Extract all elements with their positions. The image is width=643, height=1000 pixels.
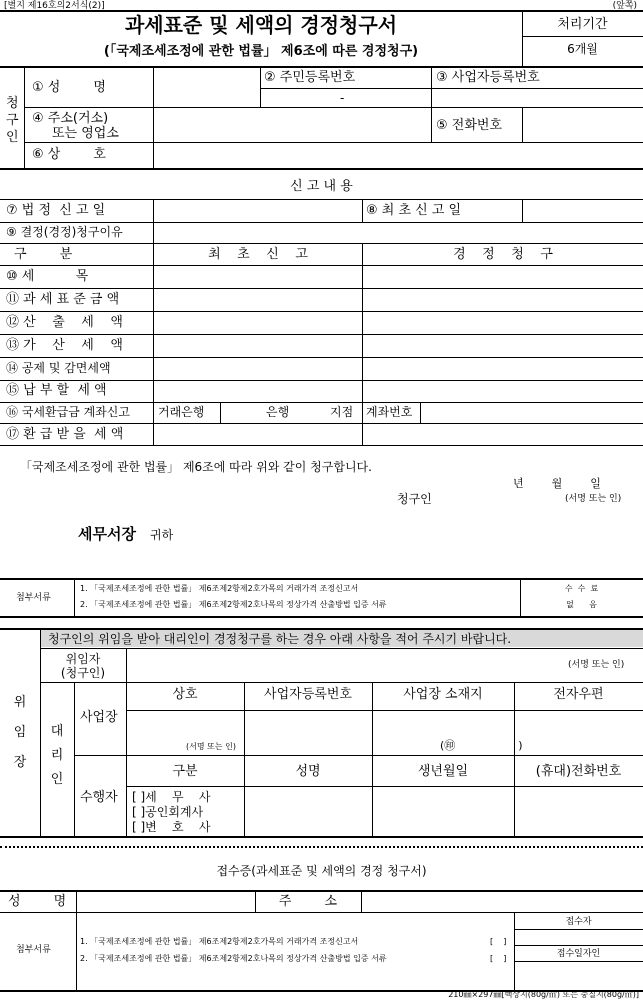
- receipt-item-1: 1. 「국제조세조정에 관한 법률」 제6조제2항제2호가목의 거래가격 조정신고서: [80, 937, 359, 946]
- biz-col-trade-name: 상호: [172, 687, 198, 702]
- ssn-label: ② 주민등록번호: [264, 70, 356, 85]
- account-number-field[interactable]: [421, 403, 642, 422]
- agent-label: 대리인: [50, 724, 64, 787]
- receipt-stamp-field[interactable]: [515, 962, 642, 989]
- payable-tax-initial-field[interactable]: [154, 381, 361, 401]
- biz-col-bizno: 사업자등록번호: [264, 687, 352, 702]
- proxy-notice: 청구인의 위임을 받아 대리인이 경정청구를 하는 경우 아래 사항을 적어 주시기 바랍니다.: [48, 632, 512, 646]
- claimant-sign-label: 청구인: [397, 492, 432, 506]
- reason-field[interactable]: [154, 223, 642, 242]
- row-payable-tax: ⑮ 납 부 할 세 액: [6, 383, 107, 398]
- performer-name-field[interactable]: [245, 787, 371, 835]
- delegator-sign-hint: (서명 또는 인): [568, 660, 625, 670]
- form-number: [별지 제16호의2서식(2)]: [4, 1, 105, 11]
- report-section-title: 신 고 내 용: [290, 179, 353, 194]
- row-additional-tax: ⑬ 가 산 세 액: [6, 338, 123, 353]
- col-initial: 최 초 신 고: [208, 247, 308, 262]
- receipt-item-2: 2. 「국제조세조정에 관한 법률」 제6조제2항제2호나목의 정상가격 산출방법 입증 서류: [80, 954, 387, 963]
- declaration-date: 년 월 일: [513, 477, 601, 490]
- page-side: (앞쪽): [612, 1, 637, 11]
- address-label-2: 또는 영업소: [52, 126, 119, 141]
- tax-item-initial-field[interactable]: [154, 266, 361, 287]
- perf-col-type: 구분: [172, 764, 198, 779]
- receipt-checkbox-1[interactable]: [ ]: [490, 937, 507, 946]
- agent-bizno-field[interactable]: [245, 711, 371, 754]
- option-tax-accountant[interactable]: [ ]세 무 사: [132, 790, 211, 804]
- address-label: ④ 주소(거소): [32, 111, 109, 126]
- attachment-item-1: 1. 「국제조세조정에 관한 법률」 제6조제2항제2호가목의 거래가격 조정신고서: [80, 584, 359, 593]
- perf-col-birth: 생년월일: [417, 764, 469, 779]
- address-field[interactable]: [154, 108, 430, 141]
- receiver-label: 접수자: [565, 917, 592, 927]
- receipt-checkbox-2[interactable]: [ ]: [490, 954, 507, 963]
- row-calculated-tax: ⑫ 산 출 세 액: [6, 315, 123, 330]
- attachments-label: 첨부서류: [16, 593, 51, 603]
- tax-base-initial-field[interactable]: [154, 289, 361, 310]
- agent-sign-hint: (서명 또는 인): [186, 742, 236, 751]
- trade-name-label: ⑥ 상 호: [32, 147, 106, 162]
- performer-birth-field[interactable]: [373, 787, 513, 835]
- receipt-address-label: 주 소: [278, 894, 338, 909]
- name-label: ① 성 명: [32, 80, 106, 95]
- refund-correction-field[interactable]: [363, 424, 642, 444]
- paper-spec: 210㎜×297㎜[백상지(80g/㎡) 또는 중질지(80g/㎡)]: [448, 990, 639, 999]
- fee-label: 수 수 료: [564, 584, 599, 593]
- initial-date-field[interactable]: [523, 200, 642, 221]
- calculated-tax-correction-field[interactable]: [363, 312, 642, 333]
- bank-label: 거래은행: [158, 405, 205, 419]
- refund-amount-label: ⑰ 환 급 받 을 세 액: [6, 427, 124, 442]
- attachment-item-2: 2. 「국제조세조정에 관한 법률」 제6조제2항제2호나목의 정상가격 산출방법 입증 서류: [80, 600, 387, 609]
- performer-phone-field[interactable]: [515, 787, 642, 835]
- account-label: 계좌번호: [366, 405, 413, 419]
- tax-base-correction-field[interactable]: [363, 289, 642, 310]
- claimant-section-label: 청구인: [6, 96, 19, 145]
- refund-initial-field[interactable]: [154, 424, 361, 444]
- receipt-name-field[interactable]: [77, 891, 254, 911]
- tax-item-correction-field[interactable]: [363, 266, 642, 287]
- processing-label: 처리기간: [557, 17, 608, 32]
- performer-label: 수행자: [80, 790, 118, 805]
- receipt-address-field[interactable]: [362, 891, 642, 911]
- form-subtitle: (「국제조세조정에 관한 법률」 제6조에 따른 경정청구): [103, 44, 419, 59]
- delegator-label-2: (청구인): [60, 666, 106, 680]
- bank-name-field[interactable]: [221, 403, 261, 422]
- phone-field[interactable]: [523, 108, 642, 141]
- legal-date-label: ⑦ 법 정 신 고 일: [6, 203, 106, 218]
- declaration-text: 「국제조세조정에 관한 법률」 제6조에 따라 위와 같이 청구합니다.: [20, 460, 372, 474]
- branch-field[interactable]: [292, 403, 328, 422]
- receipt-name-label: 성 명: [8, 894, 67, 909]
- trade-name-field[interactable]: [154, 143, 642, 167]
- cut-line: [0, 846, 643, 848]
- option-cpa[interactable]: [ ]공인회계사: [132, 805, 204, 819]
- perf-col-name: 성명: [295, 764, 321, 779]
- biz-col-email: 전자우편: [553, 687, 604, 702]
- claimant-sign-field[interactable]: [440, 490, 540, 506]
- calculated-tax-initial-field[interactable]: [154, 312, 361, 333]
- phone-label: ⑤ 전화번호: [436, 118, 503, 133]
- fee-value: 없 음: [566, 600, 597, 609]
- branch-unit: 지점: [330, 405, 354, 419]
- receiver-field[interactable]: [515, 930, 642, 944]
- deductions-initial-field[interactable]: [154, 358, 361, 379]
- addressee: 세무서장: [78, 525, 136, 543]
- name-field[interactable]: [154, 68, 259, 106]
- reason-label: ⑨ 결정(경정)청구이유: [6, 225, 123, 239]
- ssn-field[interactable]: -: [340, 91, 345, 105]
- perf-col-phone: (휴대)전화번호: [535, 764, 622, 779]
- agent-email-field[interactable]: [515, 711, 642, 754]
- deductions-correction-field[interactable]: [363, 358, 642, 379]
- receipt-date-label: 접수일자인: [556, 949, 601, 959]
- claimant-sign-hint: (서명 또는 인): [565, 494, 622, 504]
- honorific: 귀하: [150, 528, 174, 542]
- postal-mark: (㊞ ): [440, 739, 523, 752]
- refund-account-label: ⑯ 국세환급금 계좌신고: [6, 405, 130, 419]
- payable-tax-correction-field[interactable]: [363, 381, 642, 401]
- receipt-attach-label: 첨부서류: [16, 945, 51, 955]
- receipt-title: 접수증(과세표준 및 세액의 경정 청구서): [216, 864, 427, 878]
- row-tax-item: ⑩ 세 목: [6, 269, 89, 284]
- delegator-field[interactable]: [127, 649, 557, 681]
- processing-value: 6개월: [567, 42, 598, 56]
- biz-col-location: 사업장 소재지: [403, 687, 483, 702]
- legal-date-field[interactable]: [154, 200, 361, 221]
- bizno-field[interactable]: [432, 89, 642, 106]
- bank-unit: 은행: [266, 405, 290, 419]
- proxy-section-label: 위임장: [13, 695, 27, 770]
- form-title: 과세표준 및 세액의 경정청구서: [124, 13, 398, 37]
- option-lawyer[interactable]: [ ]변 호 사: [132, 820, 211, 834]
- bizno-label: ③ 사업자등록번호: [436, 70, 540, 85]
- additional-tax-correction-field[interactable]: [363, 335, 642, 356]
- col-correction: 경 정 청 구: [453, 247, 553, 262]
- row-deductions: ⑭ 공제 및 감면세액: [6, 361, 111, 375]
- business-label: 사업장: [80, 710, 118, 725]
- additional-tax-initial-field[interactable]: [154, 335, 361, 356]
- col-category: 구 분: [14, 247, 73, 262]
- initial-date-label: ⑧ 최 초 신 고 일: [366, 203, 462, 218]
- row-tax-base: ⑪ 과 세 표 준 금 액: [6, 292, 120, 307]
- delegator-label: 위임자: [65, 652, 101, 666]
